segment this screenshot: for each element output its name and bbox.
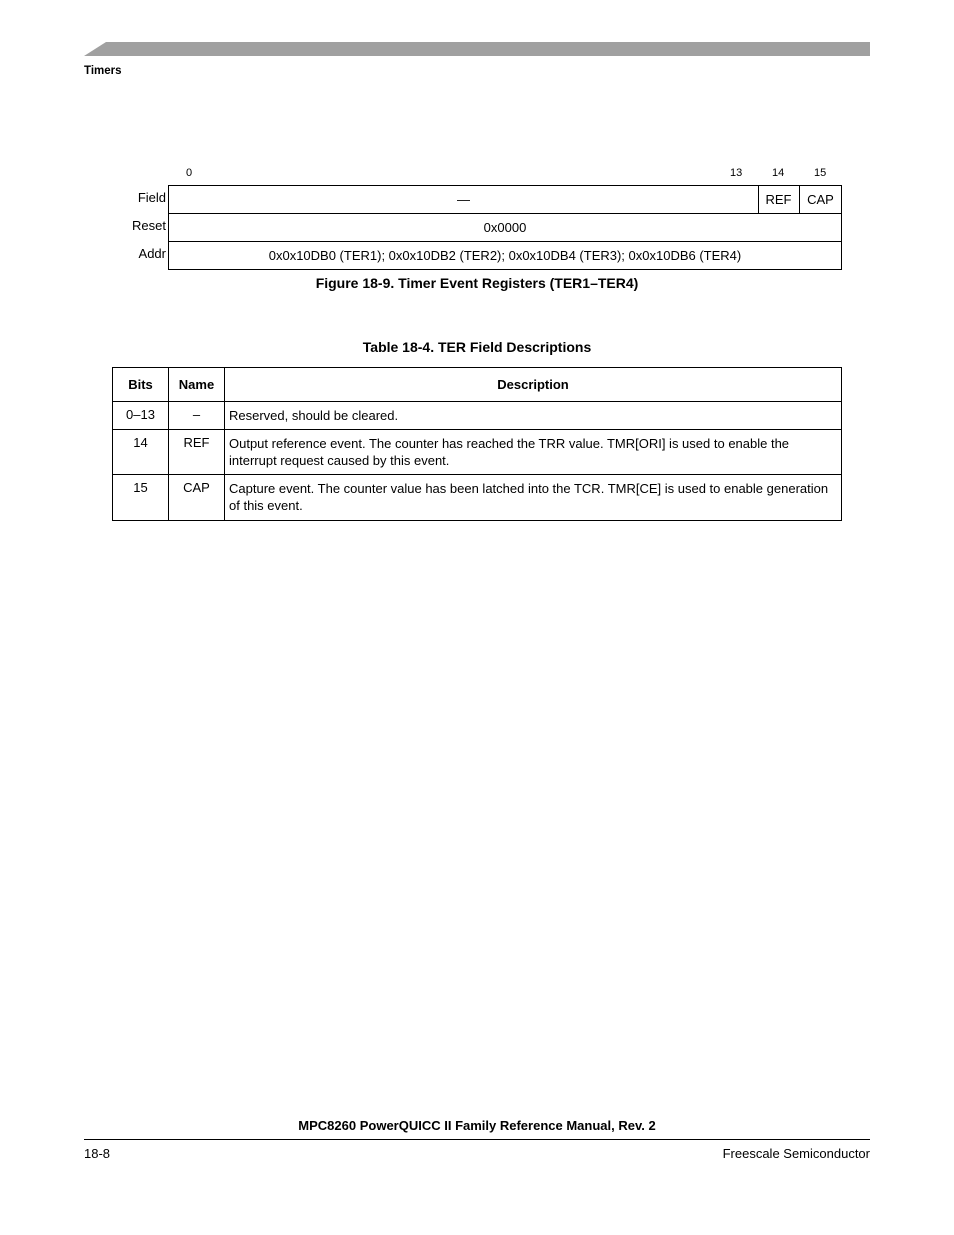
name-cell: – — [169, 402, 225, 430]
name-column-header: Name — [169, 368, 225, 402]
description-cell: Reserved, should be cleared. — [225, 402, 842, 430]
description-cell: Output reference event. The counter has reached the TRR value. TMR[ORI] is used to enable the interrupt request caused by this event. — [225, 430, 842, 475]
footer-company: Freescale Semiconductor — [722, 1146, 870, 1161]
ref-field-cell: REF — [758, 185, 800, 214]
table-header-row — [113, 368, 842, 402]
cap-field-cell: CAP — [799, 185, 842, 214]
table-row — [113, 402, 842, 430]
bits-cell: 14 — [113, 430, 169, 475]
bit-number-0: 0 — [186, 167, 193, 179]
field-row-label: Field — [137, 190, 166, 205]
address-cell: 0x0x10DB0 (TER1); 0x0x10DB2 (TER2); 0x0x10DB4 (TER3); 0x0x10DB6 (TER4) — [168, 241, 842, 270]
description-cell: Capture event. The counter value has been latched into the TCR. TMR[CE] is used to enable generation of this event. — [225, 475, 842, 521]
table-row — [113, 430, 842, 475]
bit-number-15: 15 — [814, 167, 827, 179]
bit-number-13: 13 — [730, 167, 743, 179]
reset-value-cell: 0x0000 — [168, 213, 842, 242]
header-bar — [84, 42, 870, 56]
reserved-field-cell: — — [168, 185, 759, 214]
bits-column-header: Bits — [113, 368, 169, 402]
field-description-table — [112, 367, 842, 521]
bits-cell: 15 — [113, 475, 169, 521]
reset-row-label: Reset — [132, 218, 166, 233]
chapter-title: Timers — [84, 65, 122, 77]
table-caption: Table 18-4. TER Field Descriptions — [362, 339, 592, 355]
footer-page-number: 18-8 — [84, 1146, 111, 1161]
bit-number-14: 14 — [772, 167, 785, 179]
addr-row-label: Addr — [138, 246, 166, 261]
footer-divider — [84, 1139, 870, 1140]
footer-manual-title: MPC8260 PowerQUICC II Family Reference Manual, Rev. 2 — [298, 1118, 656, 1133]
table-row — [113, 475, 842, 521]
description-column-header: Description — [225, 368, 842, 402]
name-cell: REF — [169, 430, 225, 475]
figure-caption: Figure 18-9. Timer Event Registers (TER1–TER4) — [315, 275, 639, 291]
bits-cell: 0–13 — [113, 402, 169, 430]
name-cell: CAP — [169, 475, 225, 521]
